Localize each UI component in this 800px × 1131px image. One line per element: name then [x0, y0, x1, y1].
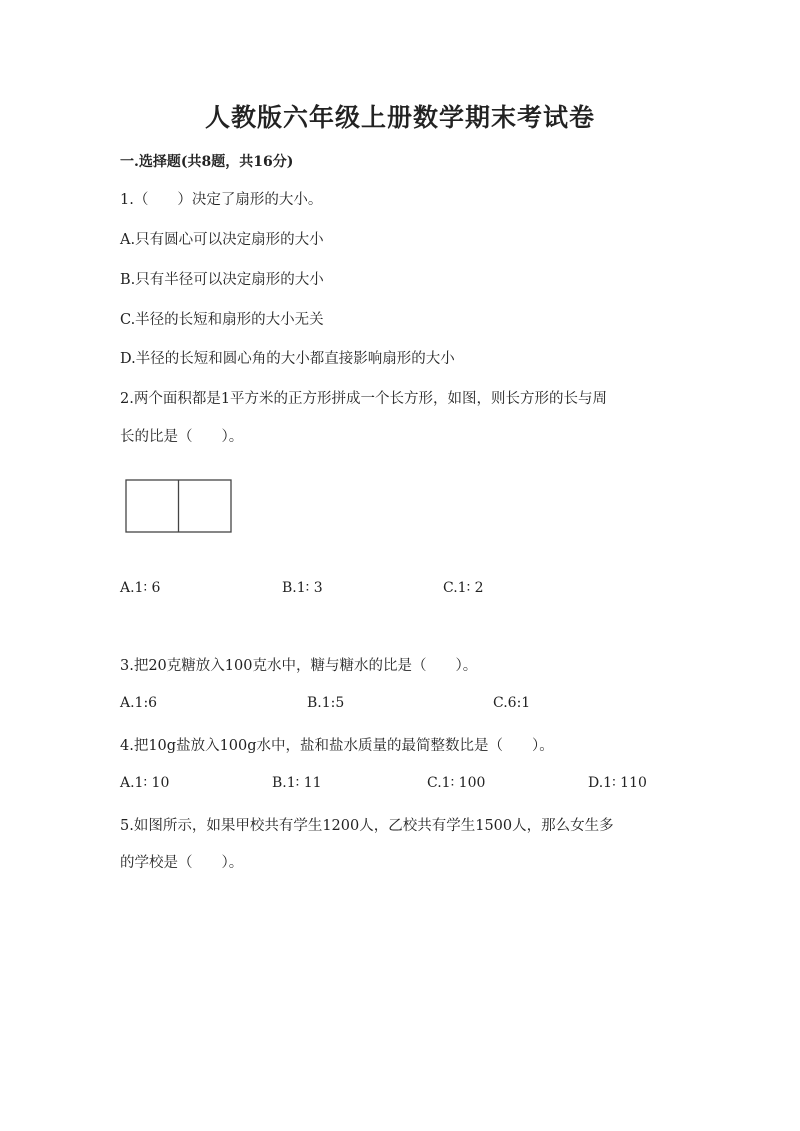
question-5-stem-line1: 5.如图所示，如果甲校共有学生1200人，乙校共有学生1500人，那么女生多	[120, 818, 614, 834]
question-4-option-c: C.1∶ 100	[427, 775, 486, 791]
question-3-stem: 3.把20克糖放入100克水中，糖与糖水的比是（ ）。	[120, 658, 478, 674]
question-2-option-b: B.1∶ 3	[282, 580, 323, 596]
question-2-option-c: C.1∶ 2	[443, 580, 484, 596]
question-1-option-a: A.只有圆心可以决定扇形的大小	[120, 232, 324, 248]
section-heading: 一.选择题(共8题，共16分)	[120, 154, 294, 170]
question-3-option-b: B.1:5	[307, 695, 345, 711]
two-squares-figure	[125, 479, 233, 534]
question-1-stem: 1.（ ）决定了扇形的大小。	[120, 192, 323, 208]
question-1-option-b: B.只有半径可以决定扇形的大小	[120, 272, 324, 288]
question-3-option-a: A.1:6	[120, 695, 158, 711]
question-5-stem-line2: 的学校是（ ）。	[120, 855, 244, 871]
question-4-option-d: D.1∶ 110	[588, 775, 647, 791]
question-4-option-b: B.1∶ 11	[272, 775, 322, 791]
question-4-option-a: A.1∶ 10	[120, 775, 170, 791]
question-1-option-c: C.半径的长短和扇形的大小无关	[120, 312, 324, 328]
question-2-stem-line1: 2.两个面积都是1平方米的正方形拼成一个长方形，如图，则长方形的长与周	[120, 391, 608, 407]
question-2-option-a: A.1∶ 6	[120, 580, 161, 596]
question-4-stem: 4.把10g盐放入100g水中，盐和盐水质量的最简整数比是（ ）。	[120, 738, 554, 754]
page-title: 人教版六年级上册数学期末考试卷	[204, 103, 595, 132]
question-3-option-c: C.6:1	[493, 695, 531, 711]
question-1-option-d: D.半径的长短和圆心角的大小都直接影响扇形的大小	[120, 351, 455, 367]
question-2-stem-line2: 长的比是（ ）。	[120, 429, 244, 445]
